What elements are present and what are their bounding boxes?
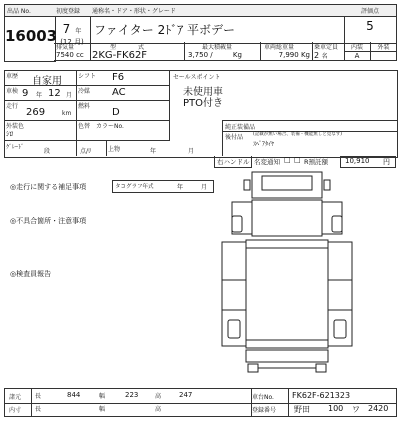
recycle-month-unit: 月	[188, 148, 195, 155]
max-load-unit: Kg	[232, 51, 242, 59]
car-name-label: 通称名・ドア・形状・グレード	[90, 5, 344, 17]
registration-month-unit: 月)	[74, 38, 84, 46]
tachograph-year-unit: 年	[177, 184, 184, 191]
windshield	[262, 176, 312, 190]
ac-value: AC	[112, 87, 126, 98]
grade-label: ｸﾞﾚｰﾄﾞ	[6, 144, 25, 151]
left-side-gate	[222, 242, 246, 346]
shift-label: シフト	[78, 73, 97, 80]
mileage-value: 269	[26, 107, 46, 118]
car-name-box	[90, 4, 345, 44]
aftermarket-value: ｽﾍﾟｱﾀｲﾔ	[253, 141, 275, 148]
max-load-value: 3,750	[188, 51, 209, 59]
genuine-option-label: 純正装備品	[225, 124, 256, 131]
truck-diagram	[218, 170, 356, 376]
registration-year: 7	[62, 22, 71, 36]
aftermarket-note: (記載が無い場合、装備・機能無しと見なす)	[253, 132, 343, 137]
left-mirror	[244, 180, 250, 190]
recycle-year-unit: 年	[150, 148, 157, 155]
recycle-fee-value: 10,910	[345, 157, 370, 165]
right-side-gate	[328, 242, 352, 346]
vin-value: FK62F-621323	[292, 391, 351, 400]
ac-label: 冷媒	[78, 88, 91, 95]
color-change-label: 色替	[78, 123, 91, 130]
gross-weight-value: 7,990	[278, 51, 299, 59]
fuel-label: 燃料	[78, 103, 91, 110]
model-value: 2KG-FK62F	[92, 50, 148, 61]
dimensions-label: 諸元	[9, 394, 22, 401]
width-value: 223	[125, 391, 139, 399]
mileage-label: 走行	[6, 103, 19, 110]
front-right-wheel	[332, 216, 342, 232]
sales-point-1: 未使用車	[183, 87, 223, 98]
cargo-bed	[246, 240, 328, 348]
interior-dims-label: 内寸	[9, 407, 22, 414]
displacement-unit: cc	[76, 51, 84, 59]
color-no-label: カラーNo.	[96, 123, 124, 130]
steering-value: 右ハンドル	[217, 158, 250, 166]
dim-height-unit: 高	[155, 393, 162, 400]
recycle-fee-checkbox: □	[294, 156, 301, 164]
fuel-value: D	[112, 107, 120, 118]
capacity-value: 2	[314, 51, 320, 60]
sales-point-label: セールスポイント	[173, 74, 221, 81]
gross-weight-box	[260, 42, 313, 61]
name-change-checkbox: □	[284, 156, 291, 164]
recycle-fee-label: R預託額	[304, 158, 329, 166]
displacement-box	[54, 42, 91, 61]
plate-kana: ワ	[352, 405, 360, 414]
interior-exterior-box	[344, 42, 397, 61]
rear-right-wheel	[334, 320, 346, 338]
recycle-fee-unit: 円	[383, 158, 390, 166]
plate-label: 登録番号	[252, 407, 277, 414]
tachograph-month-unit: 月	[201, 184, 208, 191]
length-value: 844	[67, 391, 81, 399]
color-label: 外装色	[6, 123, 25, 130]
registration-year-unit: 年	[75, 28, 82, 35]
mileage-unit: km	[62, 110, 72, 117]
inspection-month: 12	[48, 88, 61, 99]
usage-label: 車歴	[6, 73, 19, 80]
capacity-box	[312, 42, 345, 61]
plate-class: 100	[328, 404, 344, 413]
inspection-year-unit: 年	[36, 92, 43, 99]
gross-weight-label: 車両総重量	[264, 44, 295, 51]
recycle-label: 上物	[108, 146, 121, 153]
steering-box	[214, 156, 252, 168]
model-label: 型	[110, 44, 117, 51]
right-mirror	[324, 180, 330, 190]
max-load-separator: /	[210, 51, 213, 59]
lot-number-label: 出品 No.	[5, 5, 55, 17]
dim-width-unit: 幅	[99, 393, 106, 400]
score-box	[344, 4, 397, 44]
lot-number: 16003	[5, 27, 58, 45]
interior-label: 内装	[344, 42, 371, 52]
model-box	[90, 42, 185, 61]
inspection-month-unit: 月	[66, 92, 73, 99]
score-label: 評価点	[344, 5, 396, 17]
score-value: 5	[366, 19, 374, 33]
right-tail-light	[316, 364, 326, 372]
cab-body	[252, 200, 322, 236]
front-left-wheel	[232, 216, 242, 232]
sales-point-2: PTO付き	[183, 98, 224, 109]
points-unit: 点/ﾘ	[80, 148, 92, 155]
usage-value: 自家用	[32, 76, 62, 87]
capacity-unit: 名	[321, 53, 328, 60]
plate-area: 野田	[294, 405, 310, 414]
plate-number: 2420	[368, 404, 389, 413]
color-value: ｼﾛ	[6, 130, 13, 138]
defects-label: ◎不具合箇所・注意事項	[10, 217, 87, 225]
rear-left-wheel	[228, 320, 240, 338]
interior-grade: A	[344, 52, 371, 60]
model-type-label: 式	[137, 44, 144, 51]
inspection-label: 車検	[6, 88, 19, 95]
exterior-label: 外装	[371, 42, 396, 52]
inspector-report-label: ◎検査員報告	[10, 270, 52, 278]
first-registration-box	[54, 4, 91, 44]
tachograph-box	[112, 180, 214, 193]
max-load-box	[184, 42, 261, 61]
left-tail-light	[248, 364, 258, 372]
lot-number-box	[4, 4, 56, 62]
inspection-year: 9	[22, 88, 29, 99]
displacement-label: 排気量	[56, 44, 75, 51]
vin-label: 車台No.	[252, 394, 274, 401]
height-value: 247	[179, 391, 193, 399]
registration-month: (12	[60, 38, 72, 46]
tachograph-label: タコグラフ年式	[115, 184, 154, 190]
tail-gate	[246, 350, 328, 362]
shift-value: F6	[112, 72, 125, 83]
capacity-label: 乗車定員	[314, 44, 339, 51]
auction-sheet	[4, 4, 396, 418]
name-change-label: 名変通知	[254, 158, 280, 166]
car-name: ファイター 2ﾄﾞｱ 平ボデー	[94, 23, 236, 37]
grade-unit: 段	[44, 148, 51, 155]
max-load-label: 最大積載量	[202, 44, 233, 51]
int-width-unit: 幅	[99, 406, 106, 413]
int-length-unit: 長	[35, 406, 42, 413]
int-height-unit: 高	[155, 406, 162, 413]
supplement-label: ◎走行に関する補足事項	[10, 183, 87, 191]
dim-length-unit: 長	[35, 393, 42, 400]
first-registration-label: 初度登録	[54, 5, 90, 17]
gross-weight-unit: Kg	[300, 51, 310, 59]
aftermarket-label: 後付品	[225, 134, 244, 141]
displacement-value: 7540	[56, 51, 74, 59]
